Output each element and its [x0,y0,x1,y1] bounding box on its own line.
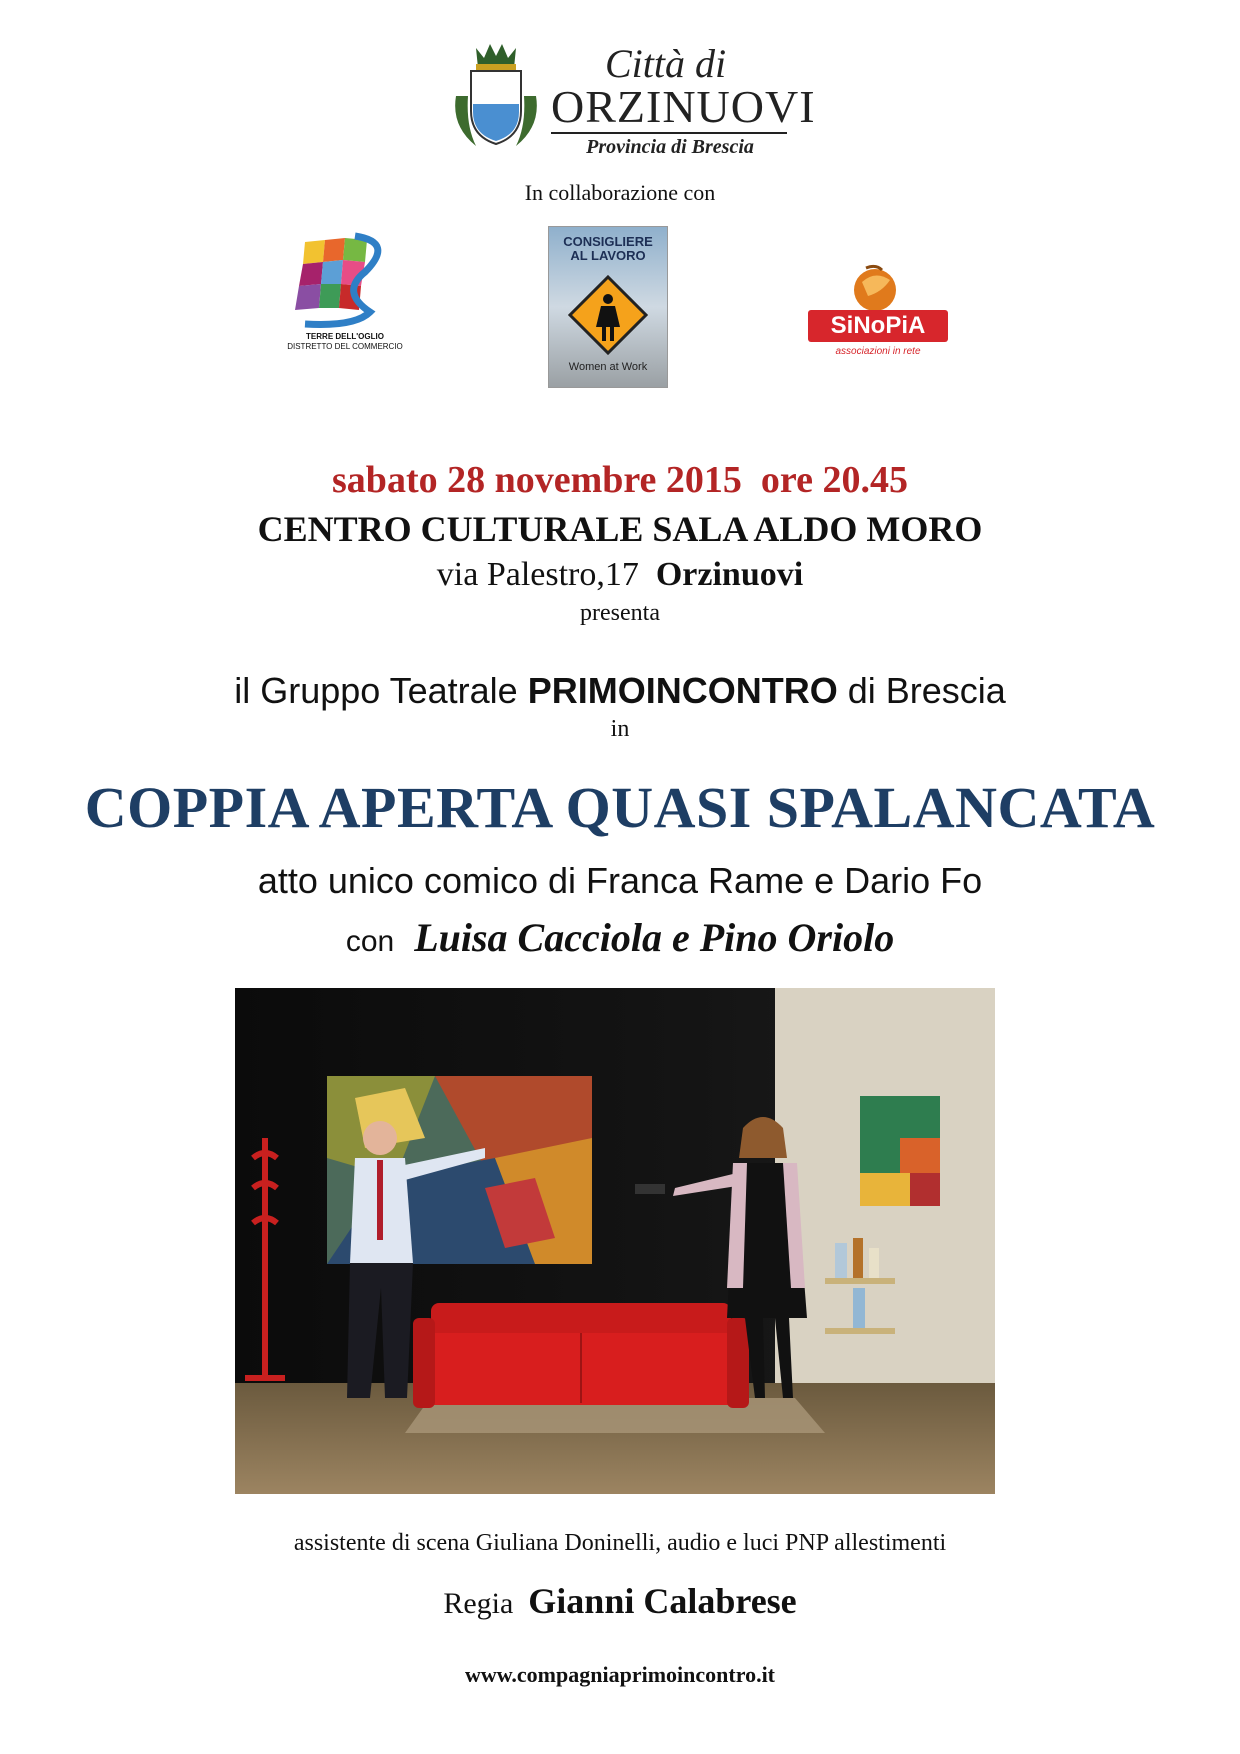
director-line [0,1580,1240,1622]
consigliere-subtitle: Women at Work [568,361,648,373]
consigliere-title-2: AL LAVORO [570,248,646,263]
in-label: in [610,716,630,742]
group-prefix: il Gruppo Teatrale [234,670,518,711]
regia-label: Regia [443,1587,514,1620]
event-address [0,556,1240,594]
stage-photo [235,988,995,1494]
show-description: atto unico comico di Franca Rame e Dario Fo [257,860,983,901]
cast-prefix: con [345,925,395,958]
city-divider [551,132,787,134]
warning-sign-icon [568,275,648,355]
event-venue: CENTRO CULTURALE SALA ALDO MORO [257,509,983,549]
red-sofa [413,1303,749,1408]
show-title: COPPIA APERTA QUASI SPALANCATA [84,775,1156,840]
theatre-group [0,670,1240,712]
city-name: ORZINUOVI [551,81,816,132]
consigliere-title-1: CONSIGLIERE [563,234,653,249]
province-name: Provincia di Brescia [586,136,754,158]
director-name: Gianni Calabrese [528,1581,797,1621]
collaboration-label: In collaborazione con [524,180,716,205]
consigliere-lavoro-logo [548,226,668,388]
coat-of-arms-icon [446,36,546,156]
terre-oglio-name: TERRE DELL'OGLIO [306,332,384,341]
address-street: via Palestro,17 [436,556,639,593]
address-city: Orzinuovi [655,556,804,593]
group-name: PRIMOINCONTRO [527,670,838,711]
sinopia-logo [800,262,950,367]
city-name-prefix: Città di [605,41,727,86]
cast-names: Luisa Cacciola e Pino Oriolo [414,915,895,960]
terre-oglio-logo [285,232,405,357]
sinopia-subtitle: associazioni in rete [835,346,921,357]
terre-oglio-mosaic-icon [285,232,405,332]
sinopia-sphere-icon [848,262,902,312]
terre-oglio-sub: DISTRETTO DEL COMMERCIO [287,342,403,351]
group-suffix: di Brescia [847,670,1006,711]
website-link[interactable]: www.compagniaprimoincontro.it [464,1662,776,1687]
presenta-label: presenta [580,600,660,626]
abstract-painting-right [860,1096,940,1206]
sinopia-name: SiNoPiA [808,310,948,342]
show-cast [0,914,1240,961]
city-logo [545,40,816,160]
event-date-time: sabato 28 novembre 2015 ore 20.45 [332,459,908,501]
staff-credits: assistente di scena Giuliana Doninelli, audio e luci PNP allestimenti [293,1530,947,1556]
